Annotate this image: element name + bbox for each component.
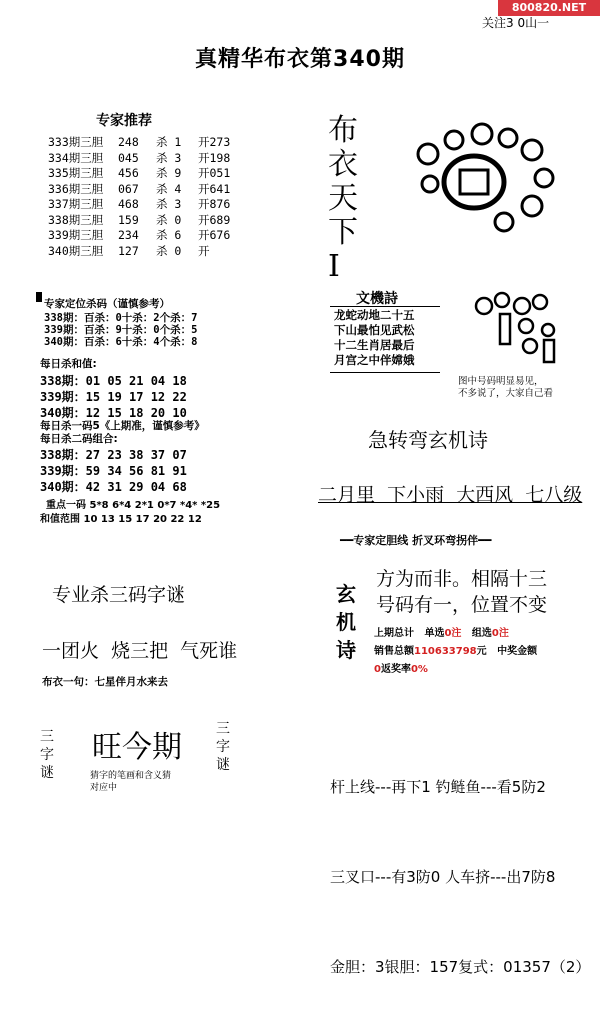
poem-line: 龙蛇动地二十五	[334, 308, 415, 322]
rec-open: 开198	[198, 150, 231, 165]
expert-rec-row	[48, 135, 268, 151]
rec-period: 338期三胆	[48, 212, 104, 227]
expert-rec-row	[48, 166, 268, 182]
buyi-vertical	[328, 114, 368, 284]
bottom-line: 杆上线---再下1 钓鲢鱼---看5防2	[330, 778, 546, 796]
site-watermark: 800820.NET	[498, 0, 600, 16]
expert-rec-row	[48, 244, 268, 260]
expert-rec-heading: 专家推荐	[96, 113, 152, 129]
riddle-heading: 专业杀三码字谜	[52, 584, 186, 606]
key-points: 重点一码 5*8 6*4 2*1 0*7 *4* *25	[46, 500, 221, 511]
section-marker	[36, 292, 42, 302]
rec-kill: 杀 3	[156, 150, 182, 165]
rec-kill: 杀 1	[156, 135, 182, 149]
rec-num: 468	[118, 197, 139, 211]
stats-row	[374, 624, 509, 639]
poem-line: 下山最怕见武松	[334, 323, 415, 337]
caption-line: 图中号码明显易见，	[458, 376, 544, 387]
expert-rec-row	[48, 197, 268, 213]
position-kill-heading: 专家定位杀码（谨慎参考）	[44, 298, 170, 310]
riddle-right-vertical: 三字谜	[216, 721, 230, 773]
rec-kill: 杀 9	[156, 166, 182, 180]
bottom-line: 三叉口---有3防0 人车挤---出7防8	[330, 868, 556, 886]
riddle-big-text: 旺今期	[92, 730, 182, 765]
rec-open: 开	[198, 243, 210, 258]
rec-open: 开273	[198, 135, 231, 149]
rec-period: 339期三胆	[48, 228, 104, 242]
wenji-poem	[334, 308, 415, 368]
rec-kill: 杀 0	[156, 243, 182, 258]
stats-single-value: 0注	[444, 628, 462, 639]
bottom-line: 金胆：3银胆：157复式：01357（2）	[330, 958, 591, 976]
rec-kill: 杀 4	[156, 181, 182, 196]
sum-kill-row: 339期：15 19 17 12 22	[40, 390, 187, 404]
one-code-heading: 每日杀一码5《上期准，谨慎参考》	[40, 420, 205, 432]
position-kill-list	[44, 312, 197, 348]
rec-open: 开876	[198, 197, 231, 211]
riddle-line: 一团火 烧三把 气死谁	[42, 640, 238, 662]
position-kill-row: 339期：百杀：9十杀：0个杀：5	[44, 324, 198, 336]
rec-period: 340期三胆	[48, 243, 104, 258]
sales-row	[374, 642, 537, 657]
rec-open: 开641	[198, 181, 231, 196]
stats-group-value: 0注	[491, 628, 509, 639]
rec-period: 335期三胆	[48, 166, 104, 180]
rec-open: 开051	[198, 166, 231, 180]
two-code-heading: 每日杀二码组合:	[40, 433, 118, 445]
rec-period: 333期三胆	[48, 135, 104, 149]
xuanji-line: 号码有一，位置不变	[376, 594, 548, 616]
rec-kill: 杀 6	[156, 228, 182, 242]
ji-poem-line: 二月里 下小雨 大西风 七八级	[318, 484, 583, 506]
coins-icon	[470, 290, 570, 370]
expert-rec-row	[48, 213, 268, 229]
sum-kill-row: 340期：12 15 18 20 10	[40, 406, 187, 420]
return-label: 返奖率	[380, 664, 411, 675]
rec-num: 127	[118, 243, 139, 258]
position-kill-row: 340期：百杀：6十杀：4个杀：8	[44, 336, 198, 348]
wenji-caption	[458, 376, 553, 400]
two-code-row: 339期：59 34 56 81 91	[40, 464, 187, 478]
rec-num: 159	[118, 212, 139, 227]
buyi-line: 布衣一句：七星伴月水来去	[42, 676, 168, 688]
sum-kill-list	[40, 373, 187, 421]
expert-line: ━━专家定胆线 折叉环弯拐伴━━	[340, 534, 492, 547]
ji-poem-heading: 急转弯玄机诗	[368, 428, 488, 452]
stats-single-label: 单选	[424, 628, 445, 639]
rec-period: 336期三胆	[48, 181, 104, 196]
seal-coins-icon	[404, 122, 564, 240]
rec-num: 234	[118, 228, 139, 242]
poem-line: 十二生肖居最后	[334, 338, 415, 352]
position-kill-row: 338期：百杀：0十杀：2个杀：7	[44, 312, 198, 324]
poem-line: 月宫之中伴嫦娥	[334, 353, 415, 367]
xuanji-lines	[376, 566, 547, 618]
stats-label: 上期总计	[374, 628, 414, 639]
rec-num: 067	[118, 181, 139, 196]
rec-num: 045	[118, 150, 139, 165]
sum-range: 和值范围 10 13 15 17 20 22 12	[40, 514, 202, 525]
wenji-heading: 文機詩	[356, 291, 398, 307]
expert-rec-list	[48, 135, 268, 259]
two-code-row: 340期：42 31 29 04 68	[40, 480, 187, 494]
xuanji-vertical: 玄机诗	[336, 582, 356, 662]
stats-group-label: 组选	[471, 628, 492, 639]
sales-value: 110633798	[414, 646, 477, 657]
page-title: 真精华布衣第340期	[195, 47, 405, 72]
return-row	[374, 660, 428, 675]
divider	[330, 372, 440, 373]
bottom-lines	[330, 712, 590, 1012]
two-code-list	[40, 447, 187, 495]
return-pct: 0%	[410, 664, 428, 675]
sales-label: 销售总额	[374, 646, 414, 657]
rec-period: 337期三胆	[48, 197, 104, 211]
rec-num: 456	[118, 166, 139, 180]
expert-rec-row	[48, 228, 268, 244]
riddle-note1: 猜字的笔画和含义猜	[90, 771, 172, 781]
two-code-row: 338期：27 23 38 37 07	[40, 448, 187, 462]
return-value: 0	[374, 664, 381, 675]
rec-kill: 杀 3	[156, 197, 182, 211]
expert-rec-row	[48, 182, 268, 198]
sum-kill-heading: 每日杀和值:	[40, 358, 97, 370]
rec-open: 开676	[198, 228, 231, 242]
riddle-left-vertical: 三字谜	[40, 729, 54, 781]
rec-kill: 杀 0	[156, 212, 182, 227]
caption-line: 不多说了，大家自己看	[458, 388, 554, 399]
rec-open: 开689	[198, 212, 231, 227]
riddle-note2: 对应中	[90, 783, 118, 793]
rec-num: 248	[118, 135, 139, 149]
expert-line-text: 专家定胆线 折叉环弯拐伴	[353, 534, 479, 547]
sales-unit: 元	[476, 646, 487, 657]
xuanji-line: 方为而非。相隔十三	[376, 568, 548, 590]
buyi-vertical-text: 布衣天下I	[328, 113, 358, 284]
sum-kill-row: 338期：01 05 21 04 18	[40, 374, 187, 388]
follow-text: 关注3 0山一	[482, 16, 550, 30]
prize-label: 中奖金额	[497, 646, 538, 657]
expert-rec-row	[48, 151, 268, 167]
rec-period: 334期三胆	[48, 150, 104, 165]
